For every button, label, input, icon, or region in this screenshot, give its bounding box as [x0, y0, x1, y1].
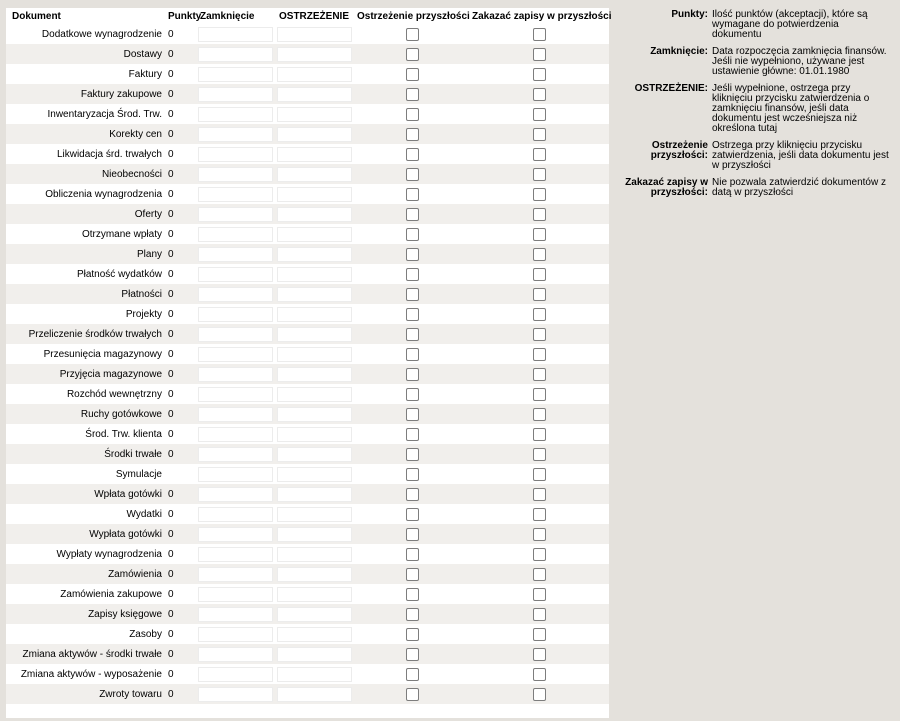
warning-date-input[interactable] — [277, 107, 352, 122]
future-block-checkbox[interactable] — [533, 488, 546, 501]
points-value[interactable]: 0 — [166, 684, 198, 704]
future-warning-checkbox[interactable] — [406, 88, 419, 101]
table-row — [6, 364, 609, 384]
future-warning-checkbox[interactable] — [406, 668, 419, 681]
header-future-block: Zakazać zapisy w przyszłości — [472, 10, 612, 22]
table-row — [6, 224, 609, 244]
warning-date-input[interactable] — [277, 407, 352, 422]
future-block-checkbox[interactable] — [533, 668, 546, 681]
future-block-checkbox[interactable] — [533, 188, 546, 201]
document-name: Inwentaryzacja Środ. Trw. — [47, 108, 162, 120]
help-entry — [618, 178, 890, 205]
warning-date-input[interactable] — [277, 447, 352, 462]
closing-date-input[interactable] — [198, 507, 273, 522]
points-value[interactable]: 0 — [166, 444, 198, 464]
documents-panel — [6, 8, 612, 718]
document-name: Faktury zakupowe — [6, 84, 166, 104]
future-block-checkbox[interactable] — [533, 448, 546, 461]
warning-date-input[interactable] — [277, 687, 352, 702]
table-row — [6, 604, 609, 624]
header-warning: OSTRZEŻENIE — [279, 10, 350, 22]
points-value[interactable]: 0 — [166, 124, 198, 144]
table-row — [6, 464, 609, 484]
future-warning-checkbox[interactable] — [406, 308, 419, 321]
help-label: Zamknięcie: — [650, 46, 708, 57]
closing-date-input[interactable] — [198, 527, 273, 542]
warning-date-input[interactable] — [277, 647, 352, 662]
document-name: Rozchód wewnętrzny — [66, 388, 162, 400]
points-value[interactable]: 0 — [168, 28, 174, 40]
closing-date-input[interactable] — [198, 147, 273, 162]
document-name: Zwroty towaru — [6, 684, 166, 704]
document-name: Dostawy — [6, 44, 166, 64]
document-name: Faktury — [128, 68, 162, 80]
warning-date-input[interactable] — [277, 387, 352, 402]
header-points: Punkty — [168, 10, 202, 22]
document-name: Zamówienia — [6, 564, 166, 584]
warning-date-input[interactable] — [277, 527, 352, 542]
points-value[interactable]: 0 — [166, 364, 198, 384]
table-row — [6, 24, 609, 44]
header-document: Dokument — [12, 10, 61, 22]
future-warning-checkbox[interactable] — [406, 368, 419, 381]
points-value[interactable]: 0 — [166, 604, 198, 624]
table-row — [6, 644, 609, 664]
warning-date-input[interactable] — [277, 127, 352, 142]
future-warning-checkbox[interactable] — [406, 248, 419, 261]
closing-date-input[interactable] — [198, 347, 273, 362]
warning-date-input[interactable] — [277, 427, 352, 442]
closing-date-input[interactable] — [198, 67, 273, 82]
closing-date-input[interactable] — [198, 627, 273, 642]
warning-date-input[interactable] — [277, 567, 352, 582]
future-warning-checkbox[interactable] — [406, 448, 419, 461]
closing-date-input[interactable] — [198, 187, 273, 202]
future-warning-checkbox[interactable] — [406, 228, 419, 241]
warning-date-input[interactable] — [277, 367, 352, 382]
future-warning-checkbox[interactable] — [406, 68, 419, 81]
points-value[interactable]: 0 — [166, 284, 198, 304]
table-row — [6, 444, 609, 464]
help-description: Jeśli wypełnione, ostrzega przy kliknięciu przycisku zatwierdzenia o zamknięciu finansów, jeśli data dokumentu jest wcześniejsza niż określona tutaj — [712, 83, 870, 134]
table-row — [6, 104, 609, 124]
future-warning-checkbox[interactable] — [406, 468, 419, 481]
points-value[interactable]: 0 — [168, 308, 174, 320]
future-block-checkbox[interactable] — [533, 228, 546, 241]
points-value[interactable]: 0 — [166, 524, 198, 544]
table-row — [6, 344, 609, 364]
table-row — [6, 544, 609, 564]
future-block-checkbox[interactable] — [533, 408, 546, 421]
help-entry — [618, 84, 890, 141]
header-closing: Zamknięcie — [200, 10, 255, 22]
future-block-checkbox[interactable] — [533, 148, 546, 161]
closing-date-input[interactable] — [198, 27, 273, 42]
points-value[interactable]: 0 — [168, 68, 174, 80]
future-block-checkbox[interactable] — [533, 648, 546, 661]
document-name: Zmiana aktywów - wyposażenie — [20, 668, 162, 680]
future-warning-checkbox[interactable] — [406, 688, 419, 701]
points-value[interactable]: 0 — [168, 148, 174, 160]
warning-date-input[interactable] — [277, 487, 352, 502]
closing-date-input[interactable] — [198, 607, 273, 622]
document-name: Płatności — [6, 284, 166, 304]
warning-date-input[interactable] — [277, 207, 352, 222]
future-block-checkbox[interactable] — [533, 568, 546, 581]
future-block-checkbox[interactable] — [533, 48, 546, 61]
points-value[interactable]: 0 — [168, 228, 174, 240]
points-value[interactable]: 0 — [166, 44, 198, 64]
warning-date-input[interactable] — [277, 347, 352, 362]
document-name: Wypłaty wynagrodzenia — [56, 548, 162, 560]
closing-date-input[interactable] — [198, 47, 273, 62]
table-row — [6, 84, 609, 104]
future-block-checkbox[interactable] — [533, 328, 546, 341]
table-row — [6, 204, 609, 224]
future-warning-checkbox[interactable] — [406, 648, 419, 661]
warning-date-input[interactable] — [277, 267, 352, 282]
points-value[interactable]: 0 — [168, 108, 174, 120]
future-block-checkbox[interactable] — [533, 128, 546, 141]
help-label: Punkty: — [671, 9, 708, 20]
closing-date-input[interactable] — [198, 487, 273, 502]
points-value[interactable]: 0 — [168, 588, 174, 600]
points-value[interactable]: 0 — [166, 564, 198, 584]
warning-date-input[interactable] — [277, 547, 352, 562]
help-label: Ostrzeżenie przyszłości: — [650, 140, 708, 161]
table-row — [6, 404, 609, 424]
table-header-row — [6, 8, 609, 24]
warning-date-input[interactable] — [277, 327, 352, 342]
points-value[interactable]: 0 — [168, 548, 174, 560]
closing-date-input[interactable] — [198, 687, 273, 702]
document-name: Korekty cen — [6, 124, 166, 144]
points-value[interactable]: 0 — [168, 668, 174, 680]
document-name: Plany — [6, 244, 166, 264]
future-block-checkbox[interactable] — [533, 608, 546, 621]
warning-date-input[interactable] — [277, 587, 352, 602]
future-warning-checkbox[interactable] — [406, 488, 419, 501]
closing-date-input[interactable] — [198, 327, 273, 342]
warning-date-input[interactable] — [277, 287, 352, 302]
future-warning-checkbox[interactable] — [406, 428, 419, 441]
future-block-checkbox[interactable] — [533, 548, 546, 561]
warning-date-input[interactable] — [277, 167, 352, 182]
document-name: Wydatki — [126, 508, 162, 520]
future-block-checkbox[interactable] — [533, 368, 546, 381]
warning-date-input[interactable] — [277, 667, 352, 682]
closing-date-input[interactable] — [198, 87, 273, 102]
table-row — [6, 144, 609, 164]
help-description: Ostrzega przy kliknięciu przycisku zatwierdzenia, jeśli data dokumentu jest w przyszłości — [712, 140, 889, 171]
help-description: Data rozpoczęcia zamknięcia finansów. Jeśli nie wypełniono, używane jest ustawienie główne: 01.01.1980 — [712, 46, 887, 77]
table-row — [6, 384, 609, 404]
table-row — [6, 664, 609, 684]
future-block-checkbox[interactable] — [533, 168, 546, 181]
future-block-checkbox[interactable] — [533, 288, 546, 301]
table-row — [6, 564, 609, 584]
future-block-checkbox[interactable] — [533, 28, 546, 41]
warning-date-input[interactable] — [277, 507, 352, 522]
document-name: Oferty — [6, 204, 166, 224]
points-value[interactable]: 0 — [168, 508, 174, 520]
document-name: Dodatkowe wynagrodzenie — [41, 28, 162, 40]
future-block-checkbox[interactable] — [533, 528, 546, 541]
future-block-checkbox[interactable] — [533, 468, 546, 481]
document-name: Zamówienia zakupowe — [60, 588, 162, 600]
document-name: Środki trwałe — [6, 444, 166, 464]
future-warning-checkbox[interactable] — [406, 628, 419, 641]
future-block-checkbox[interactable] — [533, 588, 546, 601]
future-warning-checkbox[interactable] — [406, 508, 419, 521]
warning-date-input[interactable] — [277, 147, 352, 162]
points-value[interactable]: 0 — [166, 404, 198, 424]
future-warning-checkbox[interactable] — [406, 28, 419, 41]
future-block-checkbox[interactable] — [533, 388, 546, 401]
future-block-checkbox[interactable] — [533, 88, 546, 101]
warning-date-input[interactable] — [277, 627, 352, 642]
future-warning-checkbox[interactable] — [406, 128, 419, 141]
closing-date-input[interactable] — [198, 387, 273, 402]
warning-date-input[interactable] — [277, 47, 352, 62]
future-warning-checkbox[interactable] — [406, 108, 419, 121]
warning-date-input[interactable] — [277, 247, 352, 262]
points-value[interactable]: 0 — [168, 268, 174, 280]
document-name: Wpłata gotówki — [6, 484, 166, 504]
table-row — [6, 524, 609, 544]
closing-date-input[interactable] — [198, 127, 273, 142]
document-name: Przeliczenie środków trwałych — [6, 324, 166, 344]
closing-date-input[interactable] — [198, 367, 273, 382]
document-name: Płatność wydatków — [76, 268, 162, 280]
future-block-checkbox[interactable] — [533, 308, 546, 321]
table-row — [6, 264, 609, 284]
future-warning-checkbox[interactable] — [406, 48, 419, 61]
future-warning-checkbox[interactable] — [406, 548, 419, 561]
help-entry — [618, 47, 890, 84]
future-warning-checkbox[interactable] — [406, 348, 419, 361]
table-row — [6, 284, 609, 304]
document-name: Przyjęcia magazynowe — [6, 364, 166, 384]
closing-date-input[interactable] — [198, 587, 273, 602]
points-value[interactable]: 0 — [168, 348, 174, 360]
warning-date-input[interactable] — [277, 307, 352, 322]
documents-table — [6, 8, 612, 704]
future-warning-checkbox[interactable] — [406, 148, 419, 161]
closing-date-input[interactable] — [198, 307, 273, 322]
future-warning-checkbox[interactable] — [406, 188, 419, 201]
document-name: Przesunięcia magazynowy — [43, 348, 162, 360]
closing-date-input[interactable] — [198, 647, 273, 662]
points-value[interactable]: 0 — [166, 244, 198, 264]
closing-date-input[interactable] — [198, 567, 273, 582]
warning-date-input[interactable] — [277, 607, 352, 622]
future-block-checkbox[interactable] — [533, 688, 546, 701]
points-value[interactable]: 0 — [166, 84, 198, 104]
future-block-checkbox[interactable] — [533, 508, 546, 521]
help-entry — [618, 10, 890, 47]
table-row — [6, 124, 609, 144]
points-value[interactable]: 0 — [168, 188, 174, 200]
help-legend — [618, 10, 890, 205]
points-value[interactable]: 0 — [166, 164, 198, 184]
table-row — [6, 324, 609, 344]
closing-date-input[interactable] — [198, 247, 273, 262]
future-warning-checkbox[interactable] — [406, 528, 419, 541]
document-name: Zapisy księgowe — [6, 604, 166, 624]
future-block-checkbox[interactable] — [533, 248, 546, 261]
future-block-checkbox[interactable] — [533, 348, 546, 361]
points-value[interactable]: 0 — [168, 628, 174, 640]
document-name: Symulacje — [115, 468, 162, 480]
table-row — [6, 64, 609, 84]
closing-date-input[interactable] — [198, 667, 273, 682]
future-warning-checkbox[interactable] — [406, 268, 419, 281]
points-value[interactable]: 0 — [168, 428, 174, 440]
closing-date-input[interactable] — [198, 207, 273, 222]
future-warning-checkbox[interactable] — [406, 568, 419, 581]
points-value[interactable]: 0 — [168, 388, 174, 400]
future-block-checkbox[interactable] — [533, 208, 546, 221]
warning-date-input[interactable] — [277, 67, 352, 82]
warning-date-input[interactable] — [277, 27, 352, 42]
document-name: Likwidacja śrd. trwałych — [56, 148, 162, 160]
closing-date-input[interactable] — [198, 107, 273, 122]
closing-date-input[interactable] — [198, 227, 273, 242]
future-warning-checkbox[interactable] — [406, 408, 419, 421]
document-name: Otrzymane wpłaty — [81, 228, 162, 240]
warning-date-input[interactable] — [277, 467, 352, 482]
closing-date-input[interactable] — [198, 427, 273, 442]
future-warning-checkbox[interactable] — [406, 328, 419, 341]
points-value[interactable] — [166, 464, 198, 484]
future-warning-checkbox[interactable] — [406, 208, 419, 221]
future-warning-checkbox[interactable] — [406, 168, 419, 181]
table-row — [6, 484, 609, 504]
points-value[interactable]: 0 — [166, 484, 198, 504]
table-row — [6, 164, 609, 184]
document-name: Zasoby — [129, 628, 162, 640]
closing-date-input[interactable] — [198, 287, 273, 302]
future-block-checkbox[interactable] — [533, 268, 546, 281]
document-name: Projekty — [125, 308, 162, 320]
future-warning-checkbox[interactable] — [406, 388, 419, 401]
closing-date-input[interactable] — [198, 407, 273, 422]
document-name: Środ. Trw. klienta — [85, 428, 162, 440]
table-row — [6, 504, 609, 524]
document-name: Obliczenia wynagrodzenia — [45, 188, 162, 200]
table-row — [6, 424, 609, 444]
warning-date-input[interactable] — [277, 187, 352, 202]
closing-date-input[interactable] — [198, 447, 273, 462]
help-label: Zakazać zapisy w przyszłości: — [625, 177, 708, 198]
points-value[interactable]: 0 — [166, 204, 198, 224]
points-value[interactable]: 0 — [166, 324, 198, 344]
future-block-checkbox[interactable] — [533, 108, 546, 121]
closing-date-input[interactable] — [198, 267, 273, 282]
future-warning-checkbox[interactable] — [406, 288, 419, 301]
future-block-checkbox[interactable] — [533, 428, 546, 441]
points-value[interactable]: 0 — [166, 644, 198, 664]
document-name: Zmiana aktywów - środki trwałe — [6, 644, 166, 664]
closing-date-input[interactable] — [198, 547, 273, 562]
help-label: OSTRZEŻENIE: — [634, 83, 708, 94]
table-row — [6, 244, 609, 264]
warning-date-input[interactable] — [277, 87, 352, 102]
table-row — [6, 44, 609, 64]
help-description: Nie pozwala zatwierdzić dokumentów z datą w przyszłości — [712, 177, 886, 198]
document-name: Wypłata gotówki — [6, 524, 166, 544]
document-name: Nieobecności — [6, 164, 166, 184]
table-row — [6, 624, 609, 644]
table-row — [6, 304, 609, 324]
future-block-checkbox[interactable] — [533, 68, 546, 81]
warning-date-input[interactable] — [277, 227, 352, 242]
table-row — [6, 584, 609, 604]
future-warning-checkbox[interactable] — [406, 608, 419, 621]
closing-date-input[interactable] — [198, 167, 273, 182]
header-future-warning: Ostrzeżenie przyszłości — [357, 10, 470, 22]
document-name: Ruchy gotówkowe — [6, 404, 166, 424]
closing-date-input[interactable] — [198, 467, 273, 482]
help-entry — [618, 141, 890, 178]
help-description: Ilość punktów (akceptacji), które są wymagane do potwierdzenia dokumentu — [712, 9, 868, 40]
future-block-checkbox[interactable] — [533, 628, 546, 641]
future-warning-checkbox[interactable] — [406, 588, 419, 601]
table-row — [6, 684, 609, 704]
table-row — [6, 184, 609, 204]
